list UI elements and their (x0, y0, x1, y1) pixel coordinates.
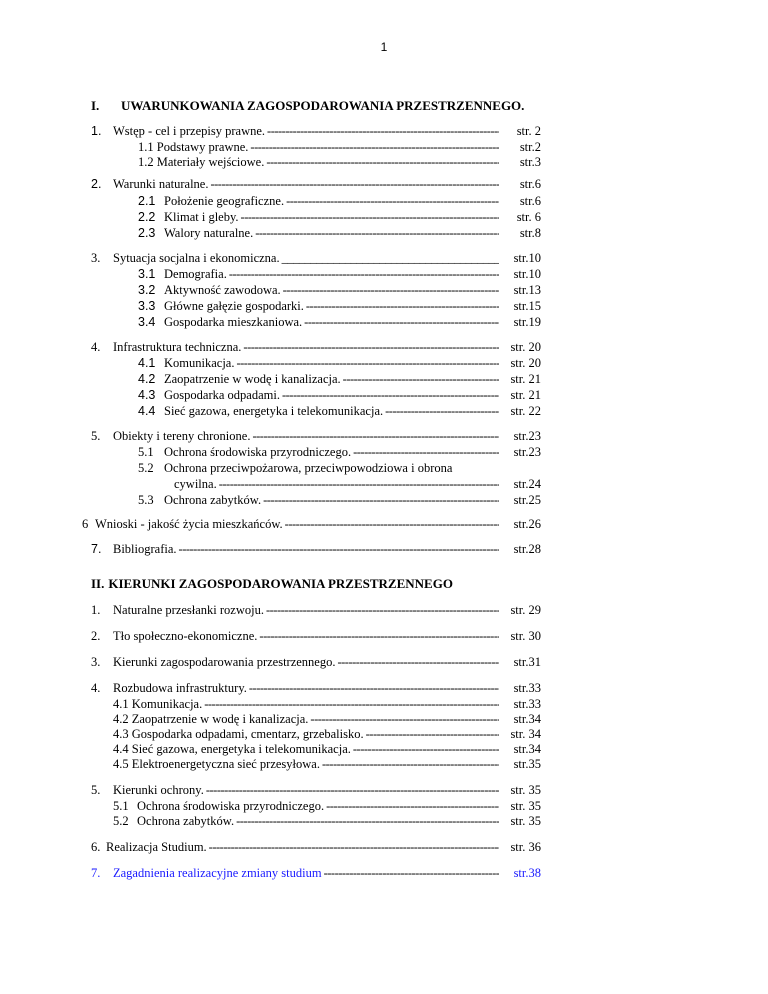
toc-entry[interactable] (138, 283, 541, 298)
toc-page: str. 34 (510, 727, 541, 741)
toc-num: 2.3 (138, 226, 156, 240)
toc-page: str.24 (513, 477, 541, 491)
toc-label: Rozbudowa infrastruktury. (113, 681, 247, 695)
toc-label: Sieć gazowa, energetyka i telekomunikacja. (164, 404, 384, 418)
toc-label: 4.4 Sieć gazowa, energetyka i telekomunikacja. (113, 742, 351, 756)
toc-entry[interactable] (138, 140, 541, 155)
toc-page: str.26 (513, 517, 541, 531)
toc-leader (280, 251, 499, 266)
toc-num: 3.1 (138, 267, 156, 281)
toc-page: str.34 (513, 712, 541, 726)
toc-label: cywilna. (174, 477, 217, 491)
toc-num: 2. (91, 629, 101, 643)
toc-leader (227, 267, 499, 282)
toc-leader (302, 315, 499, 330)
toc-num: 1. (91, 603, 101, 617)
toc-num: 6. (91, 840, 101, 854)
toc-page: str.23 (513, 445, 541, 459)
toc-label: 1.1 Podstawy prawne. (138, 140, 249, 154)
toc-entry[interactable] (138, 267, 541, 282)
toc-page: str.6 (519, 194, 541, 208)
toc-page: str.33 (513, 681, 541, 695)
toc-page: str.6 (519, 177, 541, 191)
toc-label: Ochrona środowiska przyrodniczego. (164, 445, 352, 459)
toc-entry-link[interactable] (91, 866, 541, 881)
toc-num: 5.1 (113, 799, 129, 813)
toc-entry[interactable] (91, 840, 541, 855)
toc-page: str.38 (513, 866, 541, 880)
toc-leader (261, 493, 499, 508)
toc-page: str.10 (513, 251, 541, 265)
toc-leader (383, 404, 499, 419)
toc-page: str.8 (519, 226, 541, 240)
toc-entry[interactable] (91, 603, 541, 618)
toc-entry[interactable] (138, 493, 541, 508)
toc-leader (322, 866, 499, 881)
toc-entry[interactable] (91, 177, 541, 192)
toc-page: str.31 (513, 655, 541, 669)
toc-entry[interactable] (91, 655, 541, 670)
toc-label: Ochrona przeciwpożarowa, przeciwpowodziowa i obrona (164, 461, 453, 475)
toc-leader (364, 727, 499, 742)
toc-leader (284, 194, 499, 209)
toc-leader (308, 712, 499, 727)
toc-label: 1.2 Materiały wejściowe. (138, 155, 265, 169)
toc-leader (257, 629, 499, 644)
page-number: 1 (380, 40, 388, 54)
toc-entry[interactable] (113, 697, 541, 712)
toc-page: str.35 (513, 757, 541, 771)
toc-label: Klimat i gleby. (164, 210, 239, 224)
toc-num: 5. (91, 429, 101, 443)
toc-leader (204, 783, 499, 798)
toc-entry[interactable] (138, 194, 541, 209)
toc-page: str.28 (513, 542, 541, 556)
toc-page: str. 22 (510, 404, 541, 418)
toc-page: str. 21 (510, 388, 541, 402)
toc-page: str.33 (513, 697, 541, 711)
toc-leader (341, 372, 499, 387)
toc-label: Obiekty i tereny chronione. (113, 429, 251, 443)
toc-leader (234, 814, 499, 829)
toc-leader (304, 299, 499, 314)
toc-label: Zagadnienia realizacyjne zmiany studium (113, 866, 322, 880)
toc-entry[interactable] (82, 517, 541, 532)
toc-page: str. 21 (510, 372, 541, 386)
toc-entry[interactable] (91, 429, 541, 444)
toc-label: 4.1 Komunikacja. (113, 697, 203, 711)
toc-num: 5.2 (113, 814, 129, 828)
toc-entry[interactable] (138, 388, 541, 403)
toc-num: 4.3 (138, 388, 156, 402)
toc-entry[interactable] (91, 681, 541, 696)
toc-label: Walory naturalne. (164, 226, 254, 240)
toc-entry[interactable] (91, 340, 541, 355)
toc-leader (264, 603, 499, 618)
toc-page: str. 6 (516, 210, 541, 224)
toc-label: Bibliografia. (113, 542, 177, 556)
toc-label: Komunikacja. (164, 356, 235, 370)
toc-leader (351, 742, 499, 757)
toc-leader (241, 340, 499, 355)
toc-num: 1. (91, 124, 102, 138)
toc-entry[interactable] (138, 445, 541, 460)
toc-num: 6 (82, 517, 89, 531)
toc-page: str.15 (513, 299, 541, 313)
toc-label: Demografia. (164, 267, 227, 281)
toc-leader (264, 155, 499, 170)
toc-page: str.10 (513, 267, 541, 281)
toc-leader (324, 799, 499, 814)
toc-label: Kierunki ochrony. (113, 783, 204, 797)
toc-page: str. 30 (510, 629, 541, 643)
toc-entry[interactable] (138, 356, 541, 371)
toc-entry[interactable] (138, 372, 541, 387)
toc-entry[interactable] (174, 477, 541, 492)
toc-num: 2.1 (138, 194, 156, 208)
toc-num: 3. (91, 655, 101, 669)
toc-leader (265, 124, 499, 139)
toc-page: str. 20 (510, 356, 541, 370)
toc-num: 4. (91, 681, 101, 695)
toc-leader (239, 210, 499, 225)
toc-num: 2.2 (138, 210, 156, 224)
toc-page: str. 20 (510, 340, 541, 354)
toc-label: Ochrona środowiska przyrodniczego. (137, 799, 325, 813)
toc-leader (335, 655, 499, 670)
toc-num: 7. (91, 542, 102, 556)
toc-num: 4.4 (138, 404, 156, 418)
toc-leader (253, 226, 499, 241)
toc-num: 5. (91, 783, 101, 797)
toc-leader (351, 445, 499, 460)
toc-entry[interactable] (138, 226, 541, 241)
toc-entry[interactable] (113, 712, 541, 727)
toc-leader (280, 388, 499, 403)
toc-page: str.19 (513, 315, 541, 329)
toc-entry[interactable] (138, 461, 541, 476)
toc-page: str.13 (513, 283, 541, 297)
toc-page: str. 35 (510, 814, 541, 828)
toc-label: Ochrona zabytków. (164, 493, 262, 507)
toc-page: str. 29 (510, 603, 541, 617)
toc-label: Naturalne przesłanki rozwoju. (113, 603, 264, 617)
toc-leader (247, 681, 499, 696)
part1-heading (91, 98, 524, 114)
toc-entry[interactable] (138, 404, 541, 419)
toc-label: Położenie geograficzne. (164, 194, 285, 208)
toc-num: 3.3 (138, 299, 156, 313)
toc-num: 5.2 (138, 461, 154, 475)
toc-page: str. 35 (510, 783, 541, 797)
toc-leader (177, 542, 499, 557)
toc-leader (281, 283, 499, 298)
toc-entry[interactable] (91, 251, 541, 266)
toc-page: str. 35 (510, 799, 541, 813)
toc-label: Infrastruktura techniczna. (113, 340, 242, 354)
toc-num: 4. (91, 340, 101, 354)
toc-label: Ochrona zabytków. (137, 814, 235, 828)
toc-page: str.2 (519, 140, 541, 154)
toc-label: Realizacja Studium. (106, 840, 207, 854)
toc-leader (202, 697, 499, 712)
toc-entry[interactable] (113, 799, 541, 814)
toc-num: 5.3 (138, 493, 154, 507)
part2-roman: II. (91, 576, 105, 591)
toc-label: Sytuacja socjalna i ekonomiczna. (113, 251, 280, 265)
toc-page: str.25 (513, 493, 541, 507)
toc-leader (217, 477, 499, 492)
toc-label: Kierunki zagospodarowania przestrzennego. (113, 655, 336, 669)
toc-leader (320, 757, 499, 772)
toc-entry[interactable] (138, 210, 541, 225)
toc-label: Gospodarka mieszkaniowa. (164, 315, 303, 329)
toc-leader (248, 140, 499, 155)
toc-num: 3.2 (138, 283, 156, 297)
toc-entry[interactable] (113, 727, 541, 742)
toc-entry[interactable] (91, 629, 541, 644)
toc-leader (208, 177, 499, 192)
toc-label: 4.5 Elektroenergetyczna sieć przesyłowa. (113, 757, 320, 771)
toc-entry[interactable] (113, 814, 541, 829)
toc-entry[interactable] (91, 542, 541, 557)
toc-page: str.3 (519, 155, 541, 169)
toc-label: Tło społeczno-ekonomiczne. (113, 629, 258, 643)
toc-num: 7. (91, 866, 101, 880)
toc-page: str.23 (513, 429, 541, 443)
toc-label: Aktywność zawodowa. (164, 283, 281, 297)
toc-leader (207, 840, 499, 855)
toc-page: str. 36 (510, 840, 541, 854)
toc-entry[interactable] (113, 742, 541, 757)
part2-title: KIERUNKI ZAGOSPODAROWANIA PRZESTRZENNEGO (108, 576, 453, 591)
toc-entry[interactable] (138, 155, 541, 170)
toc-num: 3.4 (138, 315, 156, 329)
toc-page: str. 2 (516, 124, 541, 138)
toc-leader (250, 429, 499, 444)
toc-label: Wstęp - cel i przepisy prawne. (113, 124, 266, 138)
toc-leader (234, 356, 499, 371)
toc-num: 2. (91, 177, 102, 191)
toc-label: Wnioski - jakość życia mieszkańców. (95, 517, 283, 531)
toc-num: 5.1 (138, 445, 154, 459)
toc-num: 3. (91, 251, 101, 265)
toc-entry[interactable] (91, 783, 541, 798)
toc-label: Główne gałęzie gospodarki. (164, 299, 304, 313)
part1-roman: I. (91, 98, 100, 113)
part1-title: UWARUNKOWANIA ZAGOSPODAROWANIA PRZESTRZENNEGO. (121, 98, 525, 113)
toc-label: 4.3 Gospodarka odpadami, cmentarz, grzebalisko. (113, 727, 364, 741)
toc-page: str.34 (513, 742, 541, 756)
toc-label: Warunki naturalne. (113, 177, 209, 191)
toc-num: 4.2 (138, 372, 156, 386)
toc-entry[interactable] (113, 757, 541, 772)
toc-entry[interactable] (138, 299, 541, 314)
toc-entry[interactable] (138, 315, 541, 330)
part2-heading (91, 576, 453, 592)
toc-leader (283, 517, 499, 532)
toc-num: 4.1 (138, 356, 156, 370)
toc-label: Gospodarka odpadami. (164, 388, 280, 402)
toc-entry[interactable] (91, 124, 541, 139)
toc-label: Zaopatrzenie w wodę i kanalizacja. (164, 372, 341, 386)
toc-label: 4.2 Zaopatrzenie w wodę i kanalizacja. (113, 712, 309, 726)
